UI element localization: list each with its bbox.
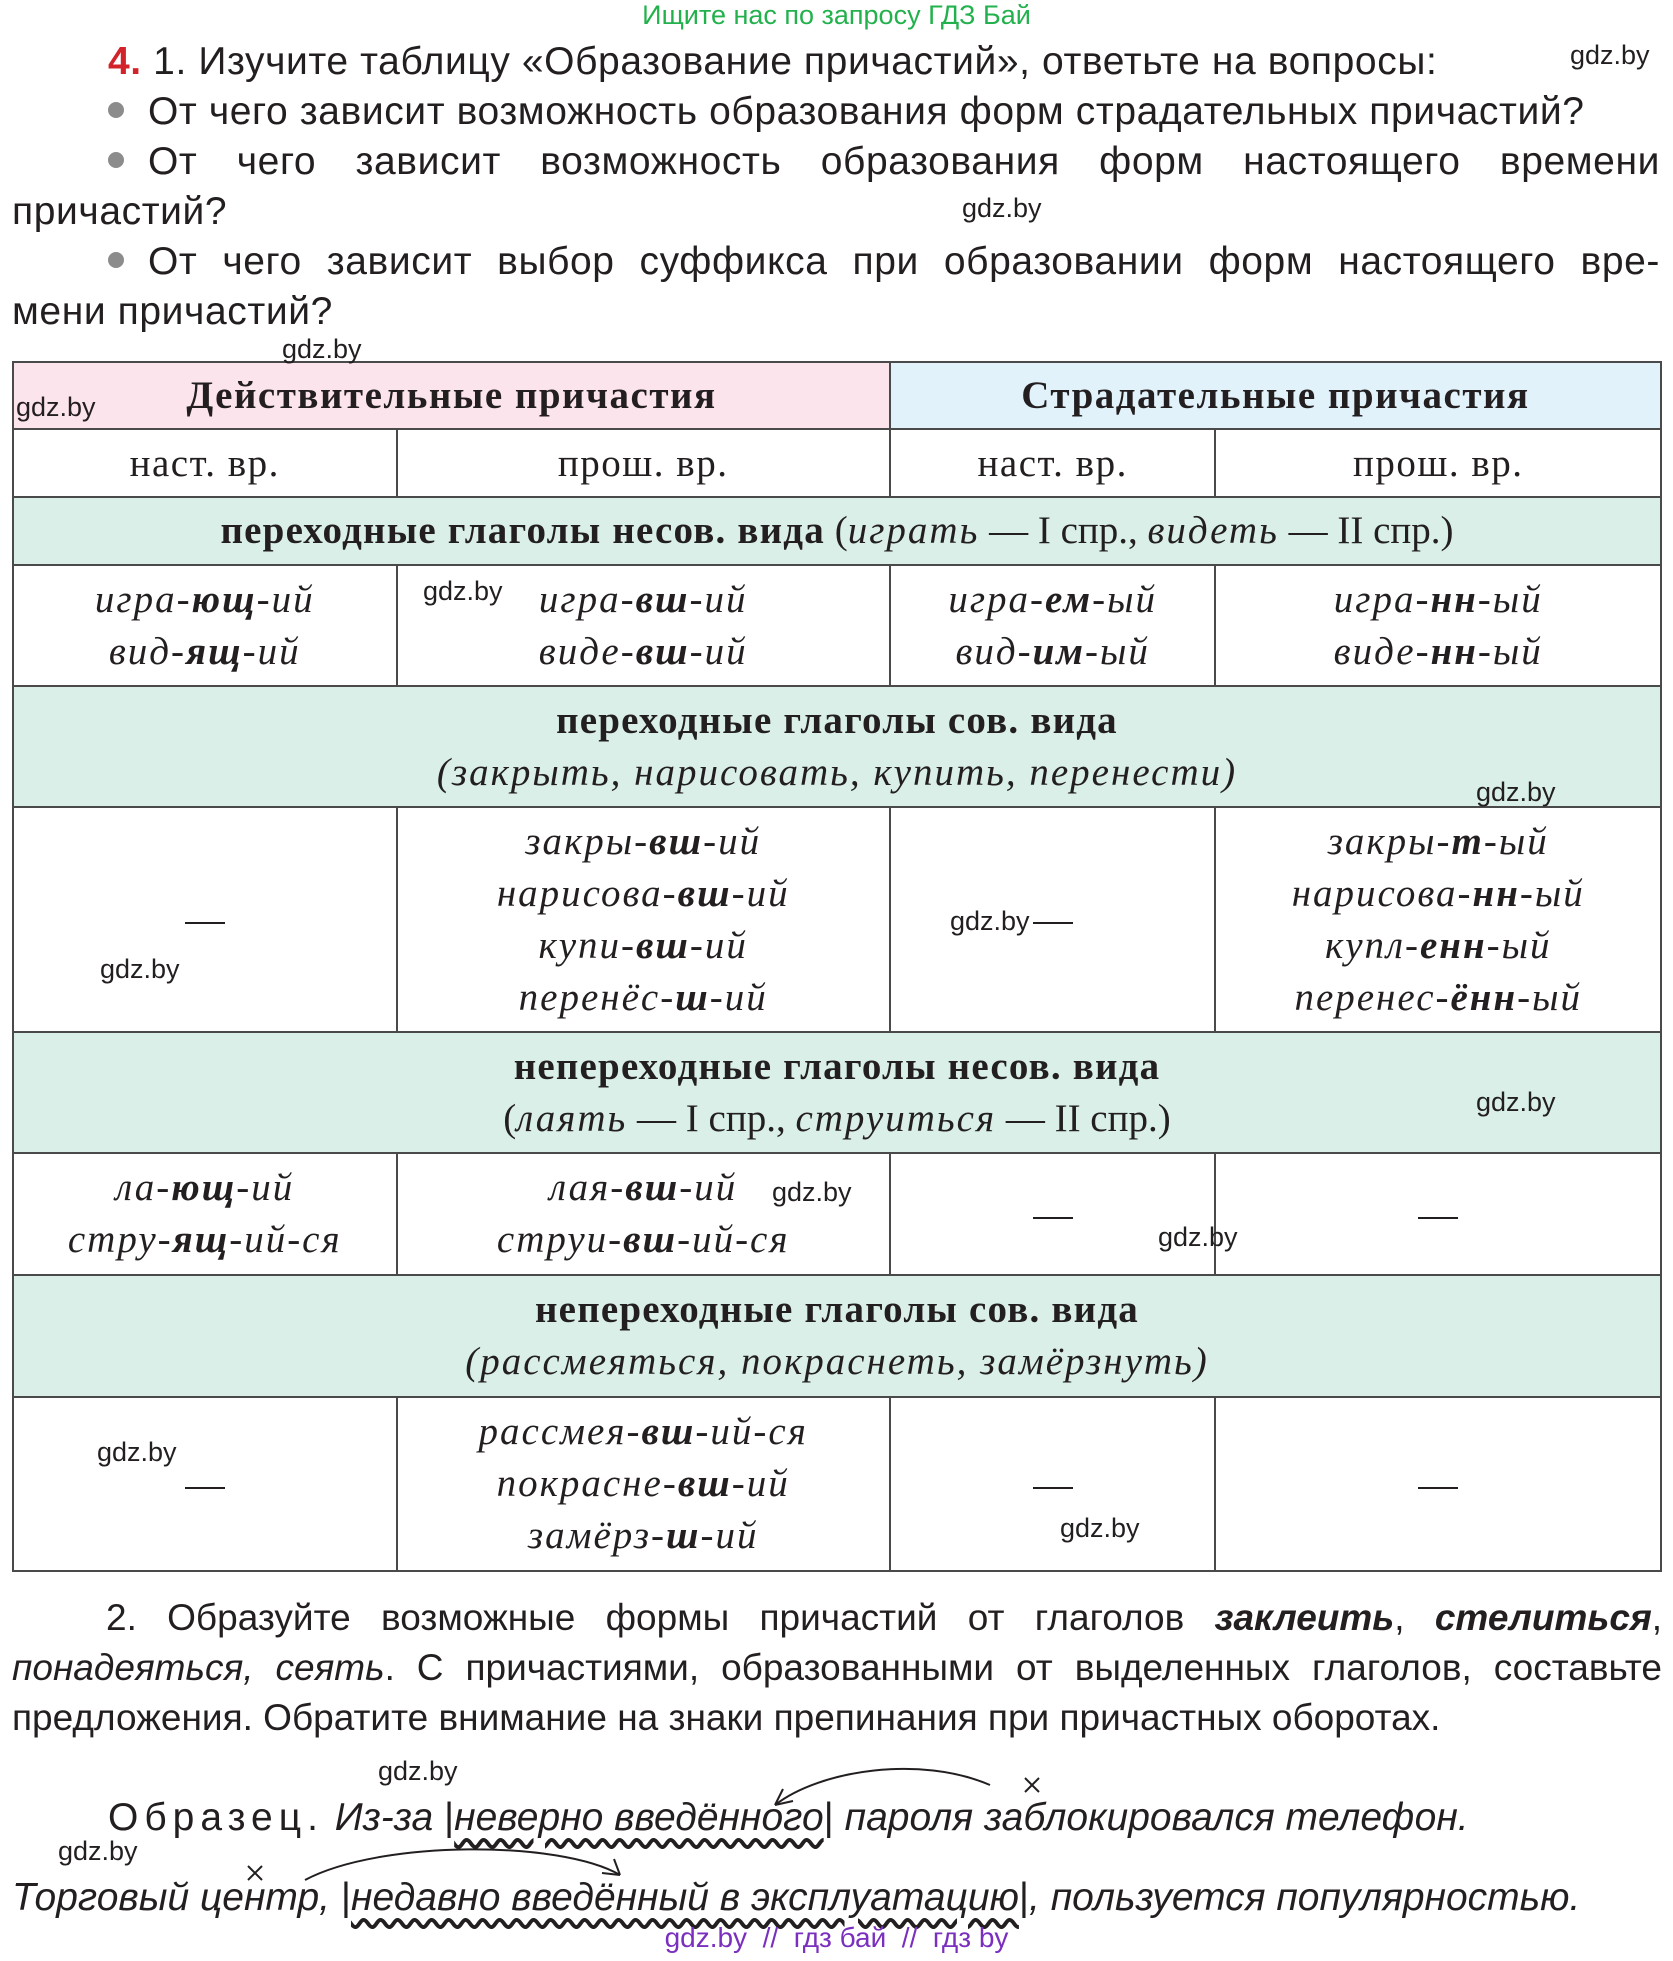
bullet-icon	[108, 252, 124, 268]
watermark: gdz.by	[58, 1836, 138, 1866]
participle-phrase: неверно введённого	[454, 1796, 824, 1839]
participle-word: перенес-ённ-ый	[1294, 975, 1583, 1019]
question-2-cont: причастий?	[12, 190, 228, 233]
watermark: gdz.by	[1060, 1513, 1140, 1543]
cell-s2-passive-past	[1215, 807, 1661, 1032]
participle-word: перенёс-ш-ий	[518, 975, 768, 1019]
participle-word: купи-вш-ий	[538, 923, 748, 967]
cell-s3-active-present	[13, 1153, 397, 1275]
participle-word: виде-вш-ий	[538, 629, 748, 673]
dash	[1033, 922, 1073, 924]
participle-word: игра-ющ-ий	[94, 577, 315, 621]
participle-word: виде-нн-ый	[1333, 629, 1543, 673]
watermark: gdz.by	[16, 392, 96, 422]
participle-word: струи-вш-ий-ся	[496, 1218, 790, 1261]
cell-s2-active-past	[397, 807, 890, 1032]
dash	[1033, 1217, 1073, 1219]
participles-table	[12, 361, 1662, 1572]
task-number: 4.	[108, 40, 142, 83]
dash	[185, 922, 225, 924]
watermark: gdz.by	[282, 334, 362, 364]
question-2: От чего зависит возможность образования форм настоящего времени	[108, 140, 1660, 184]
watermark: gdz.by	[423, 576, 503, 606]
tense-present-active: наст. вр.	[13, 429, 397, 497]
watermark: gdz.by	[962, 193, 1042, 223]
participle-word: нарисова-нн-ый	[1291, 871, 1585, 915]
bullet-icon	[108, 102, 124, 118]
participle-word: купл-енн-ый	[1324, 923, 1552, 967]
watermark: gdz.by	[378, 1756, 458, 1786]
dash	[1418, 1217, 1458, 1219]
cell-s2-passive-present	[890, 807, 1216, 1032]
cell-s4-active-past	[397, 1397, 890, 1571]
cell-s3-passive-past	[1215, 1153, 1661, 1275]
question-3: От чего зависит выбор суффикса при образовании форм настоящего вре-	[108, 240, 1660, 284]
cell-s3-active-past	[397, 1153, 890, 1275]
task-intro: 1. Изучите таблицу «Образование причастий», ответьте на вопросы:	[153, 40, 1438, 83]
participle-word: замёрз-ш-ий	[527, 1514, 759, 1557]
watermark: gdz.by	[1476, 1087, 1556, 1117]
section-transitive-perfective: переходные глаголы сов. вида (закрыть, нарисовать, купить, перенести)	[13, 686, 1661, 807]
participle-word: закры-т-ый	[1327, 819, 1549, 863]
dash	[1033, 1487, 1073, 1489]
cell-s4-active-present	[13, 1397, 397, 1571]
watermark: gdz.by	[1476, 777, 1556, 807]
participle-word: покрасне-вш-ий	[496, 1462, 790, 1505]
participle-word: лая-вш-ий	[549, 1166, 738, 1209]
cell-s4-passive-past	[1215, 1397, 1661, 1571]
tense-past-active: прош. вр.	[397, 429, 890, 497]
participle-word: нарисова-вш-ий	[496, 871, 790, 915]
cell-s2-active-present	[13, 807, 397, 1032]
sample-label: Образец.	[108, 1796, 324, 1839]
question-1: От чего зависит возможность образования форм страдательных причастий?	[108, 90, 1585, 134]
cell-s1-passive-present	[890, 565, 1216, 686]
cell-s4-passive-present	[890, 1397, 1216, 1571]
participle-word: игра-нн-ый	[1333, 577, 1543, 621]
sample-sentence-1: Образец. Из-за |неверно введённого| пароля заблокировался телефон.	[108, 1796, 1469, 1839]
tense-past-passive: прош. вр.	[1215, 429, 1661, 497]
participle-word: вид-им-ый	[955, 629, 1150, 673]
participle-word: игра-вш-ий	[538, 577, 748, 621]
dash	[1418, 1487, 1458, 1489]
question-3-cont: мени причастий?	[12, 290, 333, 333]
cell-s1-active-present	[13, 565, 397, 686]
participle-phrase: недавно введённый в эксплуатацию	[350, 1876, 1019, 1919]
participle-word: рассмея-вш-ий-ся	[478, 1410, 808, 1453]
header-active: Действительные причастия	[13, 362, 890, 429]
watermark: gdz.by	[1158, 1222, 1238, 1252]
participle-word: ла-ющ-ий	[115, 1166, 295, 1209]
cell-s3-passive-present	[890, 1153, 1216, 1275]
participle-word: игра-ем-ый	[948, 577, 1158, 621]
watermark: gdz.by	[1570, 40, 1650, 70]
header-passive: Страдательные причастия	[890, 362, 1661, 429]
dash	[185, 1487, 225, 1489]
footer-links[interactable]: gdz.by // гдз бай // гдз by	[664, 1922, 1009, 1953]
cross-icon	[1025, 1778, 1039, 1792]
top-search-link[interactable]: Ищите нас по запросу ГДЗ Бай	[642, 0, 1031, 30]
watermark: gdz.by	[950, 906, 1030, 936]
tense-present-passive: наст. вр.	[890, 429, 1216, 497]
participle-word: вид-ящ-ий	[108, 629, 301, 673]
watermark: gdz.by	[97, 1437, 177, 1467]
sample-sentence-2: Торговый центр, |недавно введённый в эксплуатацию|, пользуется популярностью.	[12, 1876, 1581, 1919]
watermark: gdz.by	[100, 954, 180, 984]
section-intransitive-perfective: непереходные глаголы сов. вида (рассмеяться, покраснеть, замёрзнуть)	[13, 1275, 1661, 1397]
bullet-icon	[108, 152, 124, 168]
task-intro-line	[108, 40, 1437, 84]
section-intransitive-imperfective: непереходные глаголы несов. вида (лаять — I спр., струиться — II спр.)	[13, 1032, 1661, 1153]
participle-word: стру-ящ-ий-ся	[67, 1218, 342, 1261]
cell-s1-passive-past	[1215, 565, 1661, 686]
watermark: gdz.by	[772, 1177, 852, 1207]
task2-text: 2. Образуйте возможные формы причастий от глаголов заклеить, стелиться, понадеяться, сеять. С причастиями, образованными от выделенных глаголов, составьте предложения. Обратите внимание на знаки препинания при причастных оборотах.	[12, 1597, 1663, 1738]
participle-word: закры-вш-ий	[525, 819, 762, 863]
section-transitive-imperfective: переходные глаголы несов. вида (играть — I спр., видеть — II спр.)	[13, 497, 1661, 565]
